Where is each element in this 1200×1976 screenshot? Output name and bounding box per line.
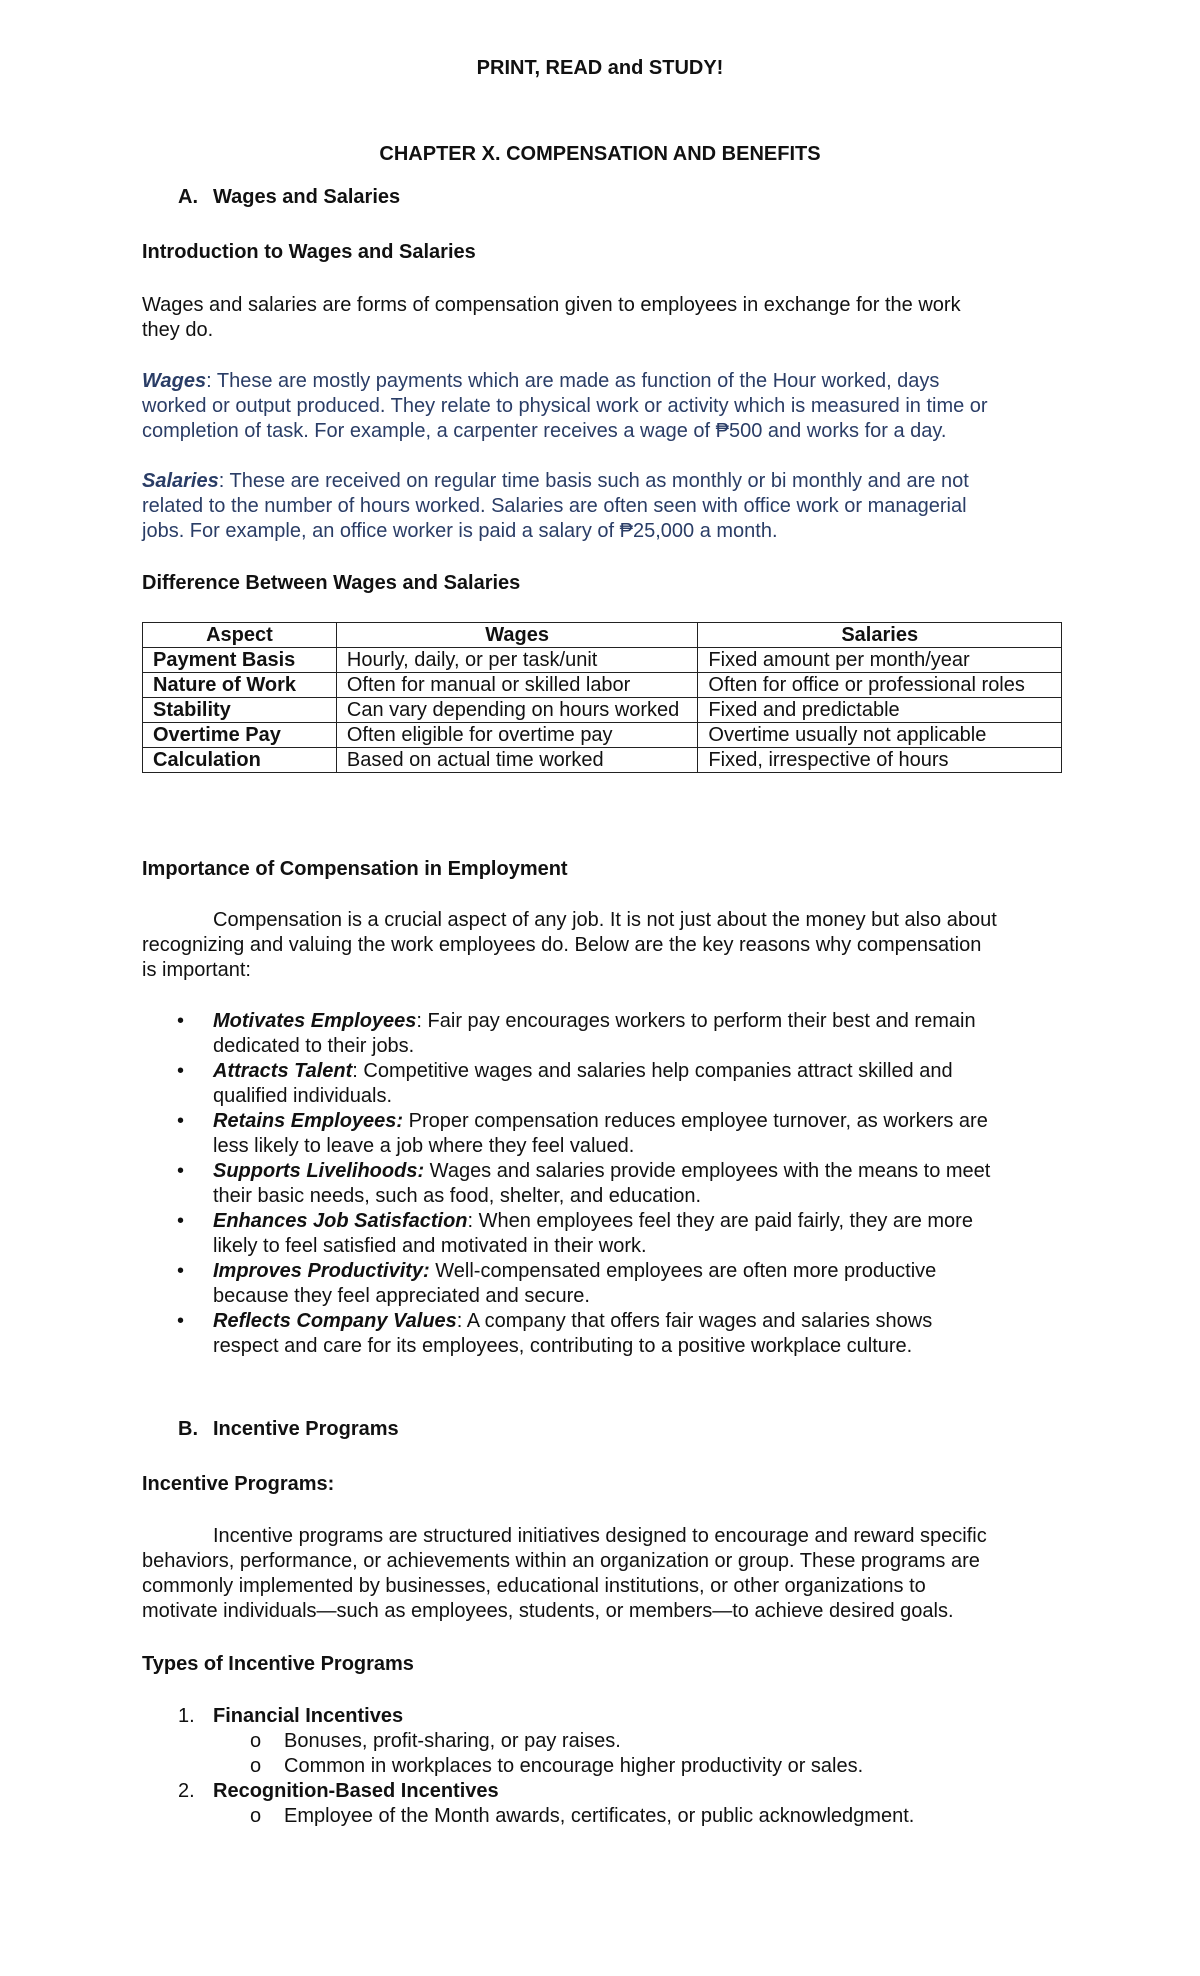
- bullet-text: Proper compensation reduces employee turnover, as workers are: [403, 1110, 988, 1132]
- print-note: PRINT, READ and STUDY!: [476, 57, 724, 79]
- table-cell: Can vary depending on hours worked: [336, 698, 698, 723]
- intro-line: Wages and salaries are forms of compensation given to employees in exchange for the work: [142, 294, 961, 316]
- sub-list-item: [250, 1804, 915, 1829]
- section-a-title: Wages and Salaries: [213, 186, 401, 208]
- table-cell: Nature of Work: [143, 673, 337, 698]
- section-b-title: Incentive Programs: [213, 1418, 399, 1440]
- importance-paragraph: [142, 908, 1082, 983]
- incentive-line: motivate individuals—such as employees, students, or members—to achieve desired goals.: [142, 1600, 954, 1622]
- wages-line: worked or output produced. They relate to physical work or activity which is measured in time or: [142, 395, 988, 417]
- importance-line: is important:: [142, 959, 251, 981]
- sub-bullet-glyph: o: [250, 1755, 262, 1777]
- comparison-table: [142, 622, 1062, 773]
- list-item: [142, 1259, 1082, 1309]
- incentive-line: behaviors, performance, or achievements within an organization or group. These programs are: [142, 1550, 980, 1572]
- table-row: [143, 698, 1062, 723]
- table-cell: Fixed and predictable: [698, 698, 1062, 723]
- type-title: Recognition-Based Incentives: [213, 1780, 499, 1802]
- bullet-glyph: •: [177, 1210, 185, 1232]
- sub-list-item: [250, 1729, 621, 1754]
- bullet-text: : Fair pay encourages workers to perform their best and remain: [416, 1010, 976, 1032]
- sub-item-text: Bonuses, profit-sharing, or pay raises.: [284, 1730, 621, 1752]
- bullet-glyph: •: [177, 1260, 185, 1282]
- bullet-term: Reflects Company Values: [213, 1310, 457, 1332]
- bullet-text: qualified individuals.: [213, 1085, 393, 1107]
- section-b-marker: B.: [178, 1418, 198, 1440]
- table-cell: Often for manual or skilled labor: [336, 673, 698, 698]
- difference-heading: Difference Between Wages and Salaries: [142, 572, 521, 594]
- incentive-line: commonly implemented by businesses, educational institutions, or other organizations to: [142, 1575, 926, 1597]
- salaries-term: Salaries: [142, 470, 219, 492]
- incentive-line: Incentive programs are structured initiatives designed to encourage and reward specific: [213, 1525, 987, 1547]
- bullet-text: their basic needs, such as food, shelter, and education.: [213, 1185, 702, 1207]
- bullet-text: Wages and salaries provide employees with the means to meet: [424, 1160, 991, 1182]
- bullet-glyph: •: [177, 1160, 185, 1182]
- type-number: 2.: [178, 1780, 195, 1802]
- salaries-line: jobs. For example, an office worker is paid a salary of ₱25,000 a month.: [142, 520, 778, 542]
- list-item: [142, 1109, 1082, 1159]
- intro-paragraph: [142, 293, 1082, 343]
- bullet-glyph: •: [177, 1060, 185, 1082]
- sub-bullet-glyph: o: [250, 1805, 262, 1827]
- list-item: [142, 1209, 1082, 1259]
- table-header-cell: Salaries: [698, 623, 1062, 648]
- importance-line: recognizing and valuing the work employees do. Below are the key reasons why compensation: [142, 934, 982, 956]
- list-item: [142, 1059, 1082, 1109]
- bullet-text: : A company that offers fair wages and salaries shows: [456, 1310, 933, 1332]
- salaries-line: related to the number of hours worked. Salaries are often seen with office work or managerial: [142, 495, 967, 517]
- importance-bullet-list: [142, 1009, 1082, 1359]
- table-cell: Often for office or professional roles: [698, 673, 1062, 698]
- bullet-text: dedicated to their jobs.: [213, 1035, 415, 1057]
- bullet-term: Attracts Talent: [213, 1060, 353, 1082]
- table-cell: Based on actual time worked: [336, 748, 698, 773]
- bullet-text: less likely to leave a job where they feel valued.: [213, 1135, 635, 1157]
- section-a-marker: A.: [178, 186, 198, 208]
- wages-term: Wages: [142, 370, 207, 392]
- type-title: Financial Incentives: [213, 1705, 404, 1727]
- table-row: [143, 723, 1062, 748]
- bullet-glyph: •: [177, 1010, 185, 1032]
- bullet-term: Improves Productivity:: [213, 1260, 430, 1282]
- table-cell: Calculation: [143, 748, 337, 773]
- table-row: [143, 648, 1062, 673]
- table-row: [143, 673, 1062, 698]
- bullet-glyph: •: [177, 1110, 185, 1132]
- list-item: [142, 1309, 1082, 1359]
- incentive-sub-heading: Incentive Programs:: [142, 1473, 335, 1495]
- bullet-text: likely to feel satisfied and motivated in their work.: [213, 1235, 647, 1257]
- salaries-line: : These are received on regular time basis such as monthly or bi monthly and are not: [218, 470, 969, 492]
- table-cell: Payment Basis: [143, 648, 337, 673]
- sub-list-item: [250, 1754, 864, 1779]
- salaries-definition: [142, 469, 1082, 544]
- intro-heading: Introduction to Wages and Salaries: [142, 241, 476, 263]
- table-header-cell: Wages: [336, 623, 698, 648]
- list-item: [142, 1009, 1082, 1059]
- sub-item-text: Employee of the Month awards, certificates, or public acknowledgment.: [284, 1805, 915, 1827]
- sub-bullet-glyph: o: [250, 1730, 262, 1752]
- bullet-term: Motivates Employees: [213, 1010, 417, 1032]
- list-item: [142, 1159, 1082, 1209]
- importance-line: Compensation is a crucial aspect of any job. It is not just about the money but also about: [213, 909, 997, 931]
- bullet-term: Supports Livelihoods:: [213, 1160, 425, 1182]
- table-cell: Fixed, irrespective of hours: [698, 748, 1062, 773]
- importance-heading: Importance of Compensation in Employment: [142, 858, 568, 880]
- bullet-text: Well-compensated employees are often more productive: [429, 1260, 937, 1282]
- table-cell: Hourly, daily, or per task/unit: [336, 648, 698, 673]
- sub-item-text: Common in workplaces to encourage higher productivity or sales.: [284, 1755, 864, 1777]
- bullet-text: respect and care for its employees, contributing to a positive workplace culture.: [213, 1335, 913, 1357]
- chapter-title: CHAPTER X. COMPENSATION AND BENEFITS: [379, 143, 821, 165]
- table-cell: Overtime Pay: [143, 723, 337, 748]
- bullet-text: : When employees feel they are paid fairly, they are more: [467, 1210, 973, 1232]
- table-header-cell: Aspect: [143, 623, 337, 648]
- wages-definition: [142, 369, 1082, 444]
- wages-line: completion of task. For example, a carpenter receives a wage of ₱500 and works for a day.: [142, 420, 947, 442]
- bullet-term: Enhances Job Satisfaction: [213, 1210, 468, 1232]
- intro-line: they do.: [142, 319, 214, 341]
- table-cell: Overtime usually not applicable: [698, 723, 1062, 748]
- table-cell: Often eligible for overtime pay: [336, 723, 698, 748]
- incentive-paragraph: [142, 1524, 1082, 1624]
- bullet-text: : Competitive wages and salaries help companies attract skilled and: [352, 1060, 953, 1082]
- table-cell: Fixed amount per month/year: [698, 648, 1062, 673]
- bullet-glyph: •: [177, 1310, 185, 1332]
- table-row: [143, 748, 1062, 773]
- table-header-row: [143, 623, 1062, 648]
- wages-line: : These are mostly payments which are made as function of the Hour worked, days: [206, 370, 940, 392]
- bullet-text: because they feel appreciated and secure.: [213, 1285, 590, 1307]
- table-cell: Stability: [143, 698, 337, 723]
- types-heading: Types of Incentive Programs: [142, 1653, 414, 1675]
- type-number: 1.: [178, 1705, 195, 1727]
- bullet-term: Retains Employees:: [213, 1110, 404, 1132]
